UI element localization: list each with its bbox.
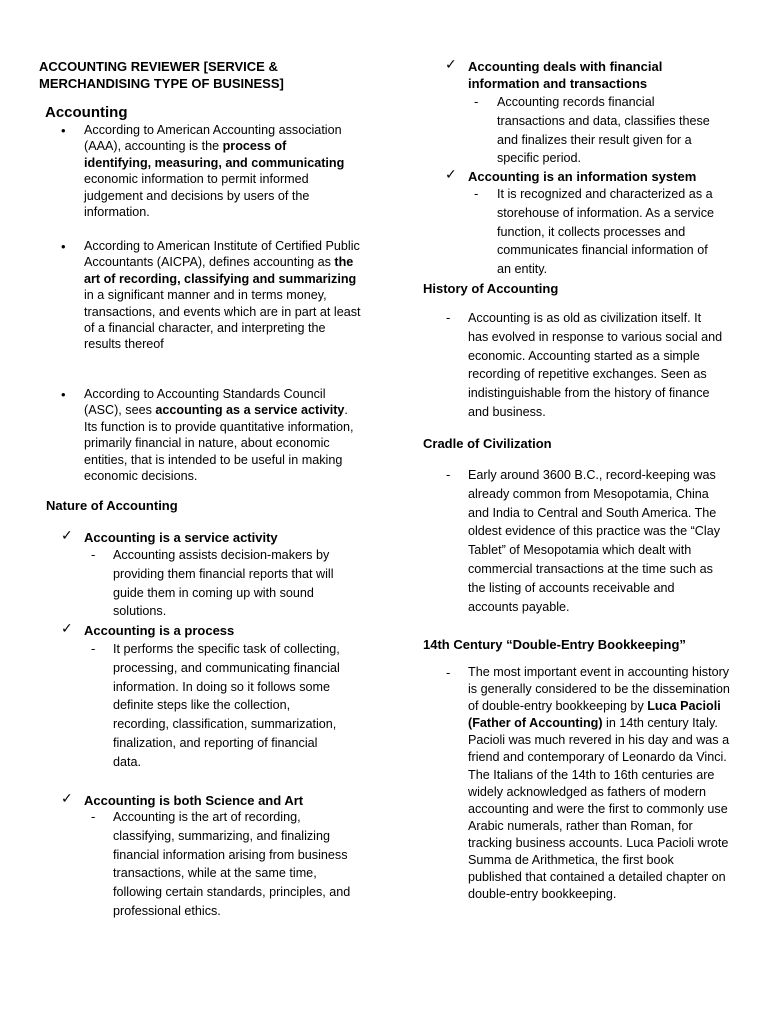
dash-icon: - [91, 547, 96, 562]
nature-item-text: Accounting assists decision-makers by providing them financial reports that will guide them in coming up with sound solutions. [113, 548, 334, 619]
nature-item-heading: Accounting is an information system [468, 169, 697, 184]
definition-aicpa: According to American Institute of Certified Public Accountants (AICPA), defines accounting as the art of recording, classifying and summarizing in a significant manner and in terms money, transactions, and events which are in part at least of a financial character, and interpreting the results thereof [84, 239, 361, 352]
definition-asc: According to Accounting Standards Council (ASC), sees accounting as a service activity. Its function is to provide quantitative information, primarily financial in nature, about economic entities, that is intended to be useful in making economic decisions. [84, 387, 354, 484]
nature-item-heading: Accounting is both Science and Art [84, 793, 304, 808]
accounting-heading: Accounting [45, 104, 128, 121]
check-icon: ✓ [61, 791, 73, 807]
dash-icon: - [446, 665, 451, 680]
bullet-icon: • [61, 239, 66, 254]
check-icon: ✓ [445, 167, 457, 183]
dash-icon: - [446, 467, 451, 482]
document-title: ACCOUNTING REVIEWER [SERVICE & MERCHANDISING TYPE OF BUSINESS] [39, 59, 284, 91]
bullet-icon: • [61, 387, 66, 402]
check-icon: ✓ [445, 57, 457, 73]
century-heading: 14th Century “Double-Entry Bookkeeping” [423, 637, 686, 652]
history-text: Accounting is as old as civilization itself. It has evolved in response to various social and economic. Accounting started as a simple recording of repetitive exchanges. Seen as indistinguishable from the history of finance and business. [468, 311, 723, 419]
dash-icon: - [91, 809, 96, 824]
nature-item-text: It is recognized and characterized as a storehouse of information. As a service function, it collects processes and communicates financial information of an entity. [497, 187, 715, 277]
nature-item-text: Accounting is the art of recording, classifying, summarizing, and finalizing financial information arising from business transactions, while at the same time, following certain standards, principles, and professional ethics. [113, 810, 351, 918]
check-icon: ✓ [61, 528, 73, 544]
nature-item-heading: Accounting is a process [84, 623, 235, 638]
nature-item-heading: Accounting is a service activity [84, 530, 278, 545]
cradle-heading: Cradle of Civilization [423, 436, 552, 451]
dash-icon: - [91, 641, 96, 656]
century-text: The most important event in accounting history is generally considered to be the dissemination of double-entry bookkeeping by Luca Pacioli (Father of Accounting) in 14th century Italy. Pacioli was much revered in his day and was a friend and contemporary of Leonardo da Vinci. The Italians of the 14th to 16th centuries are widely acknowledged as fathers of modern accounting and were the first to commonly use Arabic numerals, rather than Roman, for tracking business accounts. Luca Pacioli wrote Summa de Arithmetica, the first book published that contained a detailed chapter on double-entry bookkeeping. [468, 665, 730, 902]
history-heading: History of Accounting [423, 281, 559, 296]
nature-item-heading: Accounting deals with financial information and transactions [468, 59, 663, 91]
check-icon: ✓ [61, 621, 73, 637]
cradle-text: Early around 3600 B.C., record-keeping was already common from Mesopotamia, China and India to Central and South America. The oldest evidence of this practice was the “Clay Tablet” of Mesopotamia which dealt with commercial transactions at the time such as the listing of accounts receivable and accounts payable. [468, 468, 720, 614]
nature-item-text: It performs the specific task of collecting, processing, and communicating financial information. In doing so it follows some definite steps like the collection, recording, classification, summarization, finalization, and reporting of financial data. [113, 642, 340, 769]
nature-heading: Nature of Accounting [46, 498, 178, 513]
dash-icon: - [474, 94, 479, 109]
dash-icon: - [446, 310, 451, 325]
nature-item-text: Accounting records financial transactions and data, classifies these and finalizes their result given for a specific period. [497, 95, 710, 166]
bullet-icon: • [61, 123, 66, 138]
dash-icon: - [474, 186, 479, 201]
definition-aaa: According to American Accounting association (AAA), accounting is the process of identifying, measuring, and communicating economic information to permit informed judgement and decisions by users of the information. [84, 123, 345, 220]
